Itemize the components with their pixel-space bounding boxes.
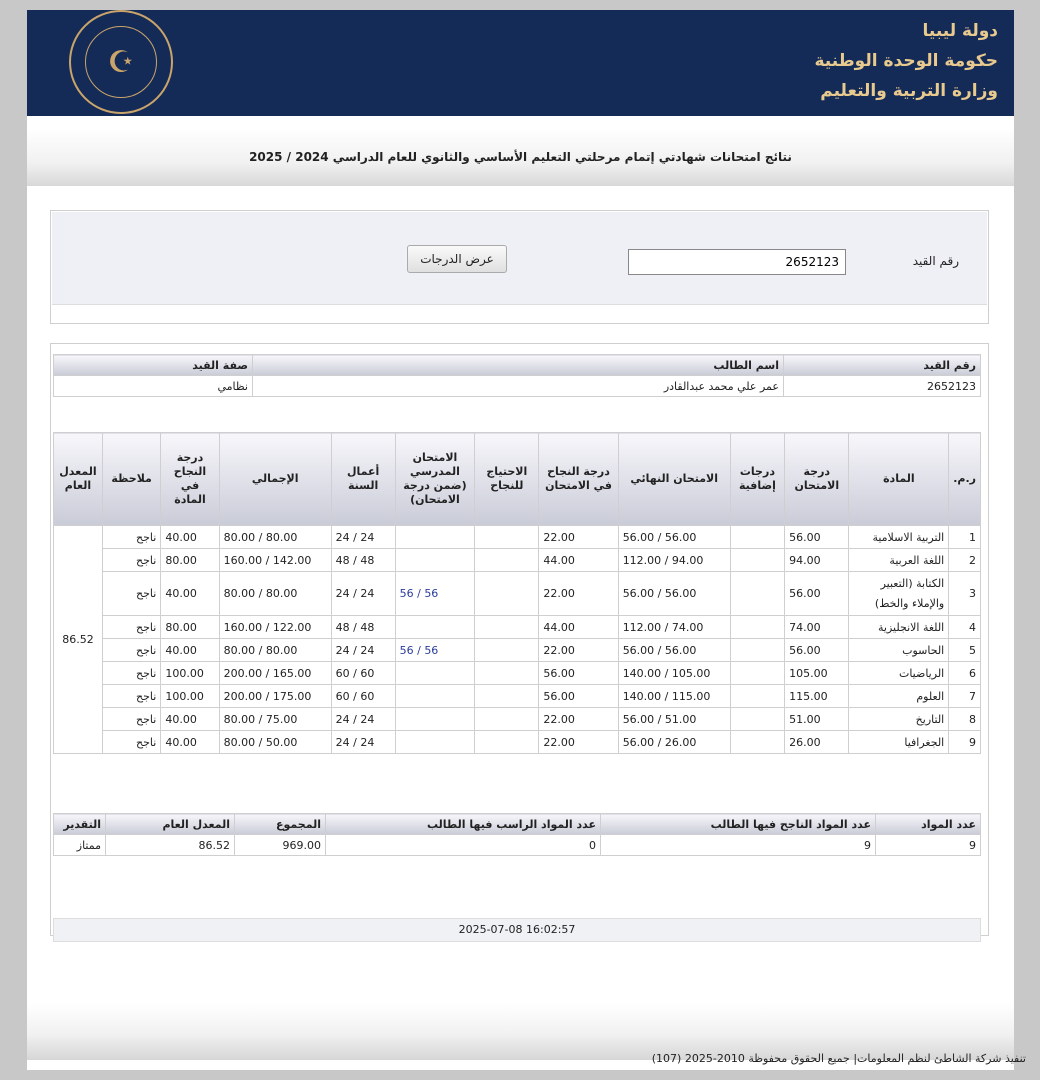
row-subject-pass-grade: 100.00 [161,685,219,708]
row-needed-to-pass [475,616,539,639]
row-serial: 5 [949,639,981,662]
row-extra-grades [730,526,784,549]
header-passed-count: عدد المواد الناجح فيها الطالب [601,814,876,835]
student-name: عمر علي محمد عبدالقادر [253,376,784,397]
row-subject: التربية الاسلامية [849,526,949,549]
table-row [54,616,981,639]
row-exam-grade: 26.00 [785,731,849,754]
site-header [27,10,1014,116]
row-final-exam: 56.00 / 56.00 [618,526,730,549]
row-final-exam: 105.00 / 140.00 [618,662,730,685]
page-title: نتائج امتحانات شهادتي إتمام مرحلتي التعليم الأساسي والثانوي للعام الدراسي 2024 / 2025 [249,150,792,164]
row-year-work: 60 / 60 [331,685,395,708]
col-exam-grade: درجة الامتحان [785,433,849,526]
row-exam-grade: 51.00 [785,708,849,731]
col-total: الإجمالي [219,433,331,526]
result-timestamp: 2025-07-08 16:02:57 [53,918,981,942]
row-subject: التاريخ [849,708,949,731]
col-note: ملاحظة [102,433,160,526]
row-total: 80.00 / 80.00 [219,572,331,616]
ministry-name [814,16,998,106]
table-row [54,549,981,572]
search-form [52,212,987,305]
table-row [54,572,981,616]
row-final-exam: 94.00 / 112.00 [618,549,730,572]
row-extra-grades [730,708,784,731]
row-subject: العلوم [849,685,949,708]
row-exam-grade: 56.00 [785,572,849,616]
row-needed-to-pass [475,731,539,754]
row-note: ناجح [102,662,160,685]
ministry-seal-logo [69,10,173,114]
registration-number-label: رقم القيد [912,254,959,268]
row-total: 165.00 / 200.00 [219,662,331,685]
col-extra-grades: درجات إضافية [730,433,784,526]
page-frame [27,10,1014,1070]
table-row [54,639,981,662]
header-general-average: المعدل العام [106,814,235,835]
summary-table [53,813,981,856]
row-exam-pass-grade: 22.00 [539,731,618,754]
row-subject: اللغة الانجليزية [849,616,949,639]
row-note: ناجح [102,639,160,662]
row-year-work: 24 / 24 [331,572,395,616]
col-general-average: المعدل العام [54,433,103,526]
row-extra-grades [730,549,784,572]
row-general-average: 86.52 [54,526,103,754]
student-id: 2652123 [784,376,981,397]
summary-passed-count: 9 [601,835,876,856]
student-info-table [53,354,981,397]
row-serial: 6 [949,662,981,685]
col-final-exam: الامتحان النهائي [618,433,730,526]
row-note: ناجح [102,616,160,639]
row-exam-grade: 105.00 [785,662,849,685]
row-needed-to-pass [475,549,539,572]
row-serial: 1 [949,526,981,549]
row-school-exam [395,526,475,549]
row-note: ناجح [102,731,160,754]
row-extra-grades [730,616,784,639]
show-grades-button[interactable]: عرض الدرجات [407,245,507,273]
row-total: 75.00 / 80.00 [219,708,331,731]
header-registration-number: رقم القيد [784,355,981,376]
row-year-work: 60 / 60 [331,662,395,685]
row-final-exam: 115.00 / 140.00 [618,685,730,708]
header-rating: التقدير [54,814,106,835]
row-school-exam [395,731,475,754]
copyright-text: تنفيذ شركة الشاطئ لنظم المعلومات| جميع الحقوق محفوظة 2010-2025 (107) [651,1052,1026,1065]
table-row [54,662,981,685]
row-note: ناجح [102,708,160,731]
header-failed-count: عدد المواد الراسب فيها الطالب [326,814,601,835]
row-subject-pass-grade: 100.00 [161,662,219,685]
summary-general-average: 86.52 [106,835,235,856]
row-school-exam: 56 / 56 [395,572,475,616]
row-exam-pass-grade: 22.00 [539,708,618,731]
student-status: نظامي [54,376,253,397]
row-needed-to-pass [475,526,539,549]
row-total: 175.00 / 200.00 [219,685,331,708]
row-subject-pass-grade: 80.00 [161,616,219,639]
row-extra-grades [730,639,784,662]
row-needed-to-pass [475,708,539,731]
row-serial: 7 [949,685,981,708]
header-total-sum: المجموع [235,814,326,835]
table-row [54,526,981,549]
row-exam-pass-grade: 22.00 [539,526,618,549]
row-exam-pass-grade: 44.00 [539,616,618,639]
row-subject-pass-grade: 40.00 [161,731,219,754]
table-row [54,685,981,708]
summary-subject-count: 9 [876,835,981,856]
row-exam-pass-grade: 56.00 [539,662,618,685]
row-serial: 4 [949,616,981,639]
row-needed-to-pass [475,685,539,708]
summary-rating: ممتاز [54,835,106,856]
row-extra-grades [730,662,784,685]
row-subject: الجغرافيا [849,731,949,754]
row-total: 80.00 / 80.00 [219,526,331,549]
row-needed-to-pass [475,572,539,616]
crescent-star-icon: ☪ [85,26,157,98]
row-needed-to-pass [475,662,539,685]
row-note: ناجح [102,685,160,708]
row-exam-pass-grade: 44.00 [539,549,618,572]
title-bar [27,128,1014,186]
row-note: ناجح [102,549,160,572]
col-serial: ر.م. [949,433,981,526]
row-final-exam: 51.00 / 56.00 [618,708,730,731]
row-year-work: 24 / 24 [331,708,395,731]
row-total: 122.00 / 160.00 [219,616,331,639]
grades-table [53,432,981,754]
col-exam-pass-grade: درجة النجاح في الامتحان [539,433,618,526]
row-year-work: 48 / 48 [331,616,395,639]
row-extra-grades [730,731,784,754]
row-note: ناجح [102,572,160,616]
search-panel [50,210,989,324]
row-total: 50.00 / 80.00 [219,731,331,754]
row-subject: الرياضيات [849,662,949,685]
row-total: 142.00 / 160.00 [219,549,331,572]
header-line-1: دولة ليبيا [922,21,998,41]
summary-total-sum: 969.00 [235,835,326,856]
row-exam-grade: 115.00 [785,685,849,708]
header-registration-status: صفة القيد [54,355,253,376]
row-exam-pass-grade: 22.00 [539,572,618,616]
header-line-3: وزارة التربية والتعليم [820,81,998,101]
row-subject-pass-grade: 40.00 [161,639,219,662]
row-subject: اللغة العربية [849,549,949,572]
results-panel [50,343,989,936]
row-subject-pass-grade: 80.00 [161,549,219,572]
row-exam-grade: 56.00 [785,526,849,549]
row-exam-pass-grade: 56.00 [539,685,618,708]
row-final-exam: 74.00 / 112.00 [618,616,730,639]
row-exam-grade: 74.00 [785,616,849,639]
row-subject-pass-grade: 40.00 [161,572,219,616]
row-school-exam [395,549,475,572]
row-final-exam: 56.00 / 56.00 [618,639,730,662]
row-school-exam [395,616,475,639]
row-needed-to-pass [475,639,539,662]
row-exam-pass-grade: 22.00 [539,639,618,662]
table-row [54,708,981,731]
row-school-exam [395,708,475,731]
row-year-work: 24 / 24 [331,639,395,662]
header-student-name: اسم الطالب [253,355,784,376]
table-row [54,731,981,754]
col-needed-to-pass: الاحتياج للنجاح [475,433,539,526]
row-serial: 9 [949,731,981,754]
header-line-2: حكومة الوحدة الوطنية [814,51,998,71]
row-serial: 2 [949,549,981,572]
row-final-exam: 26.00 / 56.00 [618,731,730,754]
row-note: ناجح [102,526,160,549]
row-year-work: 24 / 24 [331,731,395,754]
row-extra-grades [730,685,784,708]
row-subject: الحاسوب [849,639,949,662]
registration-number-input[interactable] [628,249,846,275]
row-exam-grade: 56.00 [785,639,849,662]
col-year-work: أعمال السنة [331,433,395,526]
row-total: 80.00 / 80.00 [219,639,331,662]
row-subject: الكتابة (التعبير والإملاء والخط) [849,572,949,616]
row-final-exam: 56.00 / 56.00 [618,572,730,616]
row-subject-pass-grade: 40.00 [161,708,219,731]
row-subject-pass-grade: 40.00 [161,526,219,549]
row-extra-grades [730,572,784,616]
row-year-work: 48 / 48 [331,549,395,572]
col-school-exam: الامتحان المدرسي (ضمن درجة الامتحان) [395,433,475,526]
col-subject: المادة [849,433,949,526]
header-subject-count: عدد المواد [876,814,981,835]
row-year-work: 24 / 24 [331,526,395,549]
row-school-exam: 56 / 56 [395,639,475,662]
row-serial: 8 [949,708,981,731]
row-school-exam [395,685,475,708]
summary-failed-count: 0 [326,835,601,856]
col-subject-pass-grade: درجة النجاح في المادة [161,433,219,526]
row-school-exam [395,662,475,685]
row-serial: 3 [949,572,981,616]
row-exam-grade: 94.00 [785,549,849,572]
